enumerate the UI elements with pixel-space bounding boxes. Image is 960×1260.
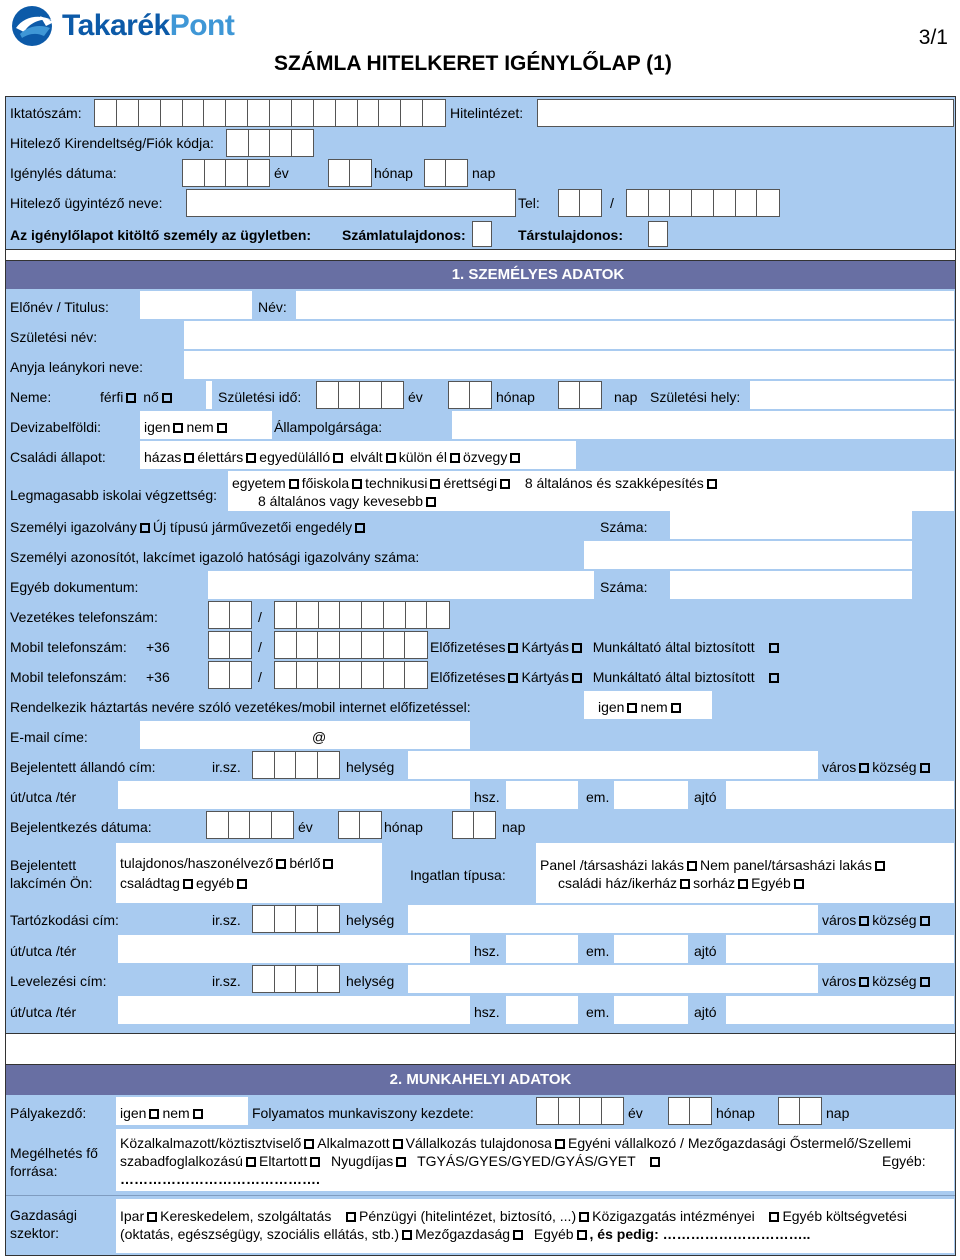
em-label: em.	[586, 1004, 610, 1020]
tartozkodasi-utca-field[interactable]	[118, 935, 470, 963]
mobil1-elofizeteses-checkbox[interactable]	[508, 643, 518, 653]
munkaltato-label: Munkáltató által biztosított	[592, 669, 755, 685]
azonosito-label: Személyi azonosítót, lakcímet igazoló hatósági igazolvány száma:	[10, 549, 420, 565]
mobil2-plus36: +36	[146, 669, 170, 685]
anyja-field[interactable]	[184, 351, 954, 379]
kozseg-label: község	[872, 759, 917, 775]
igenyles-honap-field[interactable]	[328, 159, 372, 187]
honap-label: hónap	[374, 165, 413, 181]
kozalkalmazott-label: Közalkalmazott/köztisztviselő	[120, 1135, 302, 1151]
tgyas-label: TGYÁS/GYES/GYED/GYÁS/GYET	[417, 1153, 636, 1169]
kereskedelem-label: Kereskedelem, szolgáltatás	[160, 1208, 332, 1224]
nem-panel-label: Nem panel/társasházi lakás	[699, 857, 872, 873]
szamlatulajdonos-checkbox[interactable]	[472, 221, 492, 247]
hitelintezet-field[interactable]	[537, 99, 954, 127]
helyseg-label: helység	[346, 973, 395, 989]
kozalkalmazott-checkbox[interactable]	[304, 1139, 314, 1149]
szuletesi-ido-label: Születési idő:	[218, 389, 302, 405]
nev-field[interactable]	[296, 291, 954, 319]
sorhaz-label: sorház	[693, 875, 736, 891]
levelezesi-varos-checkbox[interactable]	[859, 977, 869, 987]
mobil1-number-field[interactable]	[274, 631, 428, 659]
tel-prefix-field[interactable]	[558, 189, 602, 217]
allando-varos-kozseg	[822, 759, 933, 775]
szabadfoglalkozasu-label: szabadfoglalkozású	[120, 1153, 243, 1169]
ferfi-label: férfi	[100, 389, 124, 405]
folyamatos-label: Folyamatos munkaviszony kezdete:	[252, 1105, 474, 1121]
tulajdonos-checkbox[interactable]	[276, 859, 286, 869]
ingatlan-egyeb-checkbox[interactable]	[794, 879, 804, 889]
ev-label: év	[274, 165, 289, 181]
allando-irsz-field[interactable]	[252, 751, 340, 779]
tarstulajdonos-label: Társtulajdonos:	[518, 227, 624, 243]
ugyintezo-field[interactable]	[186, 189, 516, 217]
megelhetes-options-1	[120, 1135, 911, 1151]
mobil1-plus36: +36	[146, 639, 170, 655]
munkaltato-label: Munkáltató által biztosított	[592, 639, 755, 655]
email-at: @	[312, 729, 327, 745]
tel-number-field[interactable]	[626, 189, 780, 217]
igenyles-datuma-label: Igénylés dátuma:	[10, 165, 117, 181]
ajto-label: ajtó	[694, 789, 717, 805]
igen-label: igen	[144, 419, 171, 435]
tartozkodasi-kozseg-checkbox[interactable]	[920, 916, 930, 926]
levelezesi-ajto-field[interactable]	[726, 996, 954, 1024]
irsz-label: ir.sz.	[212, 973, 241, 989]
kozigazgatas-label: Közigazgatás intézményei	[592, 1208, 755, 1224]
szama-label: Száma:	[600, 519, 648, 535]
nap-label: nap	[472, 165, 496, 181]
eltartott-checkbox[interactable]	[310, 1157, 320, 1167]
gazdasagi-options-1	[120, 1208, 907, 1224]
helyseg-label: helység	[346, 759, 395, 775]
levelezesi-varos-kozseg	[822, 973, 933, 989]
nem-label: nem	[186, 419, 214, 435]
tartozkodasi-varos-checkbox[interactable]	[859, 916, 869, 926]
nap-label: nap	[614, 389, 638, 405]
szakkepesites-checkbox[interactable]	[707, 479, 717, 489]
kereskedelem-checkbox[interactable]	[346, 1212, 356, 1222]
tartozkodasi-helyseg-field[interactable]	[408, 905, 818, 933]
megelhetes-egyeb-label: Egyéb:	[882, 1153, 926, 1169]
lakcimen-options-2	[120, 875, 250, 891]
devizabelfoldi-label: Devizabelföldi:	[10, 419, 102, 435]
section1-header	[6, 261, 955, 289]
iskola-options-line2	[258, 493, 439, 509]
ingatlan-options-2	[558, 875, 807, 891]
iskola-label: Legmagasabb iskolai végzettség:	[10, 487, 218, 503]
mobil2-elofizeteses-checkbox[interactable]	[508, 673, 518, 683]
tartozkodasi-irsz-field[interactable]	[252, 905, 340, 933]
email-field[interactable]	[140, 721, 470, 749]
anyja-label: Anyja leánykori neve:	[10, 359, 144, 375]
megelhetes-label-2: forrása:	[10, 1163, 58, 1179]
section2-divider	[6, 1195, 955, 1196]
mobil1-munkaltato-checkbox[interactable]	[769, 643, 779, 653]
allando-utca-field[interactable]	[118, 781, 470, 809]
sorhaz-checkbox[interactable]	[738, 879, 748, 889]
szuletesi-hely-field[interactable]	[750, 381, 954, 409]
devizabelfoldi-options	[144, 419, 230, 435]
vezetekes-label: Vezetékes telefonszám:	[10, 609, 158, 625]
palyakezdo-options	[120, 1105, 206, 1121]
kevesebb-checkbox[interactable]	[426, 497, 436, 507]
gazdasagi-egyeb-checkbox[interactable]	[577, 1230, 587, 1240]
szuletesi-nev-label: Születési név:	[10, 329, 98, 345]
kevesebb-label: 8 általános vagy kevesebb	[258, 493, 423, 509]
szakkepesites-label: 8 általános és szakképesítés	[524, 475, 704, 491]
ipar-label: Ipar	[120, 1208, 145, 1224]
honap-label: hónap	[384, 819, 423, 835]
tartozkodasi-hsz-field[interactable]	[506, 935, 578, 963]
nap-label: nap	[826, 1105, 850, 1121]
es-pedig-text[interactable]: , és pedig: …………………………..	[589, 1226, 811, 1242]
szamlatulajdonos-label: Számlatulajdonos:	[342, 227, 466, 243]
egyeni-label: Egyéni vállalkozó / Mezőgazdasági Őstermelő/Szellemi	[567, 1135, 912, 1151]
irsz-label: ir.sz.	[212, 759, 241, 775]
ferfi-checkbox[interactable]	[126, 393, 136, 403]
vezetekes-slash: /	[258, 609, 262, 625]
ajto-label: ajtó	[694, 943, 717, 959]
berlo-checkbox[interactable]	[323, 859, 333, 869]
page-number: 3/1	[918, 26, 948, 49]
section1-body	[6, 289, 955, 1033]
utca-label: út/utca /tér	[10, 1004, 77, 1020]
mobil1-prefix-field[interactable]	[208, 631, 252, 659]
ev-label: év	[628, 1105, 643, 1121]
allando-cim-label: Bejelentett állandó cím:	[10, 759, 156, 775]
hazas-label: házas	[144, 449, 182, 465]
allando-em-field[interactable]	[614, 781, 688, 809]
nyugdijas-checkbox[interactable]	[396, 1157, 406, 1167]
section-gap	[6, 249, 955, 261]
bejelentkezes-label: Bejelentkezés dátuma:	[10, 819, 152, 835]
section-gap-2	[6, 1033, 955, 1065]
admin-block	[6, 97, 955, 249]
lakcimen-egyeb-checkbox[interactable]	[237, 879, 247, 889]
ingatlan-options-box	[536, 843, 954, 903]
okmany-options	[10, 519, 368, 535]
tgyas-checkbox[interactable]	[650, 1157, 660, 1167]
ajto-label: ajtó	[694, 1004, 717, 1020]
iskola-options-line1	[232, 475, 720, 491]
tartozkodasi-varos-kozseg	[822, 912, 933, 928]
penzugyi-label: Pénzügyi (hitelintézet, biztosító, ...)	[359, 1208, 577, 1224]
vallalkozas-label: Vállalkozás tulajdonosa	[405, 1135, 552, 1151]
csaladi-haz-label: családi ház/ikerház	[558, 875, 678, 891]
kartyas-label: Kártyás	[521, 639, 569, 655]
mobil2-slash: /	[258, 669, 262, 685]
mobil1-slash: /	[258, 639, 262, 655]
berlo-label: bérlő	[289, 855, 321, 871]
panel-checkbox[interactable]	[687, 861, 697, 871]
igenyles-nap-field[interactable]	[424, 159, 468, 187]
mobil1-options	[430, 639, 782, 655]
document-title: SZÁMLA HITELKERET IGÉNYLŐLAP (1)	[274, 52, 672, 75]
no-label: nő	[143, 389, 159, 405]
honap-label: hónap	[716, 1105, 755, 1121]
elvalt-checkbox[interactable]	[386, 453, 396, 463]
irsz-label: ir.sz.	[212, 912, 241, 928]
csaladi-haz-checkbox[interactable]	[680, 879, 690, 889]
neme-options	[100, 389, 175, 405]
kirendeltseg-field[interactable]	[226, 129, 314, 157]
jogositvany-checkbox[interactable]	[355, 523, 365, 533]
penzugyi-checkbox[interactable]	[579, 1212, 589, 1222]
egyetem-checkbox[interactable]	[289, 479, 299, 489]
hsz-label: hsz.	[474, 789, 500, 805]
tarstulajdonos-checkbox[interactable]	[648, 221, 668, 247]
allando-helyseg-field[interactable]	[408, 751, 818, 779]
mezogazdasag-label: Mezőgazdaság	[415, 1226, 511, 1242]
bejelentkezes-honap-field[interactable]	[338, 811, 382, 839]
mobil1-label: Mobil telefonszám:	[10, 639, 127, 655]
elofizeteses-label: Előfizetéses	[430, 639, 506, 655]
levelezesi-utca-field[interactable]	[118, 996, 470, 1024]
utca-label: út/utca /tér	[10, 789, 77, 805]
igenyles-ev-field[interactable]	[182, 159, 270, 187]
allampolgarsag-label: Állampolgársága:	[274, 419, 383, 435]
mezogazdasag-checkbox[interactable]	[513, 1230, 523, 1240]
allando-kozseg-checkbox[interactable]	[920, 763, 930, 773]
vezetekes-number-field[interactable]	[274, 601, 450, 629]
nap-label: nap	[502, 819, 526, 835]
foiskola-checkbox[interactable]	[352, 479, 362, 489]
tel-slash: /	[610, 195, 614, 211]
ozvegy-label: özvegy	[462, 449, 508, 465]
nev-label: Név:	[258, 299, 287, 315]
levelezesi-irsz-field[interactable]	[252, 965, 340, 993]
internet-igen-checkbox[interactable]	[627, 703, 637, 713]
gazdasagi-options-2	[120, 1226, 810, 1242]
lakcimen-options-box	[116, 843, 382, 903]
page-header	[0, 0, 960, 96]
ingatlan-label: Ingatlan típusa:	[410, 867, 506, 883]
application-form	[5, 96, 956, 1256]
nem-panel-checkbox[interactable]	[875, 861, 885, 871]
em-label: em.	[586, 789, 610, 805]
varos-label: város	[822, 912, 857, 928]
technikusi-label: technikusi	[365, 475, 428, 491]
csaladtag-label: családtag	[120, 875, 180, 891]
nem-label: nem	[640, 699, 668, 715]
hitelintezet-label: Hitelintézet:	[450, 105, 524, 121]
folyamatos-honap-field[interactable]	[668, 1097, 712, 1125]
internet-label: Rendelkezik háztartás nevére szóló vezetékes/mobil internet előfizetéssel:	[10, 699, 471, 715]
elonev-label: Előnév / Titulus:	[10, 299, 109, 315]
levelezesi-hsz-field[interactable]	[506, 996, 578, 1024]
honap-label: hónap	[496, 389, 535, 405]
okmany-szama-field[interactable]	[670, 511, 912, 539]
tartozkodasi-ajto-field[interactable]	[726, 935, 954, 963]
szuletesi-nev-field[interactable]	[184, 321, 954, 349]
mobil2-prefix-field[interactable]	[208, 661, 252, 689]
kulon-el-checkbox[interactable]	[450, 453, 460, 463]
azonosito-field[interactable]	[584, 541, 912, 569]
folyamatos-ev-field[interactable]	[536, 1097, 624, 1125]
megelhetes-options-2	[120, 1153, 663, 1169]
egyeb-dok-szama-label: Száma:	[600, 579, 648, 595]
panel-label: Panel /társasházi lakás	[540, 857, 684, 873]
em-label: em.	[586, 943, 610, 959]
kulon-el-label: külön él	[398, 449, 447, 465]
section1-title: 1. SZEMÉLYES ADATOK	[451, 266, 625, 283]
allando-hsz-field[interactable]	[506, 781, 578, 809]
elvalt-label: elvált	[350, 449, 383, 465]
levelezesi-label: Levelezési cím:	[10, 973, 107, 989]
elettars-checkbox[interactable]	[246, 453, 256, 463]
szabadfoglalkozasu-checkbox[interactable]	[246, 1157, 256, 1167]
erettsegi-label: érettségi	[443, 475, 498, 491]
kozigazgatas-checkbox[interactable]	[769, 1212, 779, 1222]
ev-label: év	[408, 389, 423, 405]
ingatlan-egyeb-label: Egyéb	[751, 875, 791, 891]
tulajdonos-label: tulajdonos/haszonélvező	[120, 855, 274, 871]
ozvegy-checkbox[interactable]	[510, 453, 520, 463]
section2-body	[6, 1095, 955, 1255]
devizabelfoldi-nem-checkbox[interactable]	[217, 423, 227, 433]
szuletesi-honap-field[interactable]	[448, 381, 492, 409]
egyeb-dok-label: Egyéb dokumentum:	[10, 579, 139, 595]
palyakezdo-nem-checkbox[interactable]	[193, 1109, 203, 1119]
kirendeltseg-label: Hitelező Kirendeltség/Fiók kódja:	[10, 135, 214, 151]
devizabelfoldi-igen-checkbox[interactable]	[173, 423, 183, 433]
szemelyi-label: Személyi igazolvány	[10, 519, 137, 535]
brand-logo	[10, 4, 234, 48]
bejelentkezes-ev-field[interactable]	[206, 811, 294, 839]
egyeb-dok-field[interactable]	[208, 571, 594, 599]
tel-label: Tel:	[518, 195, 540, 211]
lakcimen-label-1: Bejelentett	[10, 857, 77, 873]
egyeb-koltseg-checkbox[interactable]	[402, 1230, 412, 1240]
bejelentkezes-nap-field[interactable]	[452, 811, 496, 839]
palyakezdo-label: Pályakezdő:	[10, 1105, 87, 1121]
csaladtag-checkbox[interactable]	[183, 879, 193, 889]
internet-options	[598, 699, 684, 715]
elettars-label: élettárs	[197, 449, 244, 465]
egyedulallo-checkbox[interactable]	[333, 453, 343, 463]
neme-label: Neme:	[10, 389, 52, 405]
alkalmazott-label: Alkalmazott	[317, 1135, 390, 1151]
egyeb-label: egyéb	[195, 875, 235, 891]
eltartott-label: Eltartott	[258, 1153, 308, 1169]
kozseg-label: község	[872, 973, 917, 989]
iktatoszam-label: Iktatószám:	[10, 105, 82, 121]
mobil2-options	[430, 669, 782, 685]
hsz-label: hsz.	[474, 943, 500, 959]
allando-varos-checkbox[interactable]	[859, 763, 869, 773]
varos-label: város	[822, 973, 857, 989]
tartozkodasi-em-field[interactable]	[614, 935, 688, 963]
section2-header	[6, 1065, 955, 1095]
folyamatos-nap-field[interactable]	[778, 1097, 822, 1125]
levelezesi-em-field[interactable]	[614, 996, 688, 1024]
szemelyi-checkbox[interactable]	[140, 523, 150, 533]
hsz-label: hsz.	[474, 1004, 500, 1020]
varos-label: város	[822, 759, 857, 775]
igen-label: igen	[598, 699, 625, 715]
egyeb-dok-szama-field[interactable]	[670, 571, 912, 599]
igen-label: igen	[120, 1105, 147, 1121]
tartozkodasi-label: Tartózkodási cím:	[10, 912, 119, 928]
csaladi-allapot-label: Családi állapot:	[10, 449, 106, 465]
csaladi-allapot-options	[144, 449, 523, 465]
erettsegi-checkbox[interactable]	[500, 479, 510, 489]
lakcimen-label-2: lakcímén Ön:	[10, 875, 93, 891]
no-checkbox[interactable]	[162, 393, 172, 403]
kitolto-label: Az igénylőlapot kitöltő személy az ügyletben:	[10, 227, 312, 243]
megelhetes-label-1: Megélhetés fő	[10, 1145, 98, 1161]
megelhetes-egyeb-dots[interactable]: …………………………………….	[120, 1171, 320, 1187]
szuletesi-ev-field[interactable]	[316, 381, 404, 409]
iktatoszam-field[interactable]	[94, 99, 446, 127]
jogositvany-label: Új típusú járművezetői engedély	[152, 519, 353, 535]
gazdasagi-label-1: Gazdasági	[10, 1207, 77, 1223]
levelezesi-helyseg-field[interactable]	[408, 965, 818, 993]
mobil1-kartyas-checkbox[interactable]	[572, 643, 582, 653]
egyedulallo-label: egyedülálló	[259, 449, 331, 465]
hazas-checkbox[interactable]	[184, 453, 194, 463]
helyseg-label: helység	[346, 912, 395, 928]
nyugdijas-label: Nyugdíjas	[331, 1153, 394, 1169]
vezetekes-prefix-field[interactable]	[208, 601, 252, 629]
brand-part1: Takarék	[62, 9, 170, 42]
mobil2-kartyas-checkbox[interactable]	[572, 673, 582, 683]
allampolgarsag-field[interactable]	[452, 411, 954, 439]
email-label: E-mail címe:	[10, 729, 88, 745]
brand-name	[62, 9, 234, 43]
vallalkozas-checkbox[interactable]	[555, 1139, 565, 1149]
ipar-checkbox[interactable]	[147, 1212, 157, 1222]
elonev-field[interactable]	[140, 291, 252, 319]
section2-title: 2. MUNKAHELYI ADATOK	[389, 1071, 572, 1088]
technikusi-checkbox[interactable]	[430, 479, 440, 489]
takarekpont-logo-icon	[10, 4, 56, 48]
kartyas-label: Kártyás	[521, 669, 569, 685]
palyakezdo-igen-checkbox[interactable]	[149, 1109, 159, 1119]
gazdasagi-label-2: szektor:	[10, 1225, 60, 1241]
mobil2-number-field[interactable]	[274, 661, 428, 689]
ev-label: év	[298, 819, 313, 835]
utca-label: út/utca /tér	[10, 943, 77, 959]
ingatlan-options-1	[540, 857, 888, 873]
internet-nem-checkbox[interactable]	[671, 703, 681, 713]
elofizeteses-label: Előfizetéses	[430, 669, 506, 685]
szuletesi-nap-field[interactable]	[558, 381, 602, 409]
lakcimen-options-1	[120, 855, 336, 871]
egyeb-koltseg-label: Egyéb költségvetési	[782, 1208, 907, 1224]
kozseg-label: község	[872, 912, 917, 928]
neme-divider	[206, 381, 212, 409]
mobil2-munkaltato-checkbox[interactable]	[769, 673, 779, 683]
gazdasagi-egyeb-label: Egyéb	[533, 1226, 574, 1242]
mobil2-label: Mobil telefonszám:	[10, 669, 127, 685]
brand-part2: Pont	[169, 9, 235, 42]
oktatas-label: (oktatás, egészségügy, szociális ellátás, stb.)	[120, 1226, 400, 1242]
foiskola-label: főiskola	[301, 475, 350, 491]
ugyintezo-label: Hitelező ügyintéző neve:	[10, 195, 163, 211]
szuletesi-hely-label: Születési hely:	[650, 389, 741, 405]
allando-ajto-field[interactable]	[726, 781, 954, 809]
alkalmazott-checkbox[interactable]	[393, 1139, 403, 1149]
levelezesi-kozseg-checkbox[interactable]	[920, 977, 930, 987]
egyetem-label: egyetem	[232, 475, 286, 491]
nem-label: nem	[162, 1105, 190, 1121]
